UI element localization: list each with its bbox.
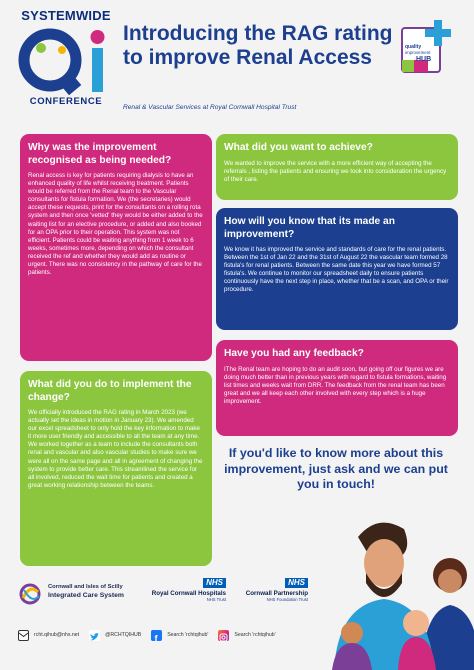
- cornwall-partnership-logo: [236, 578, 308, 608]
- instagram-icon: [218, 630, 229, 641]
- royal-cornwall-hospitals-logo: [142, 578, 226, 608]
- nhs-badge: NHS: [203, 578, 226, 588]
- twitter-icon: [89, 630, 100, 641]
- panel-body: We wanted to improve the service with a more efficient way of accepting the referrals , listing the patients and ensuring we took into consideration the urgency of their care.: [224, 159, 447, 183]
- panel-heading: How will you know that its made an improvement?: [224, 216, 395, 240]
- conference-logo-bottom: CONFERENCE: [29, 96, 103, 107]
- contact-facebook[interactable]: Search 'rchtqihub': [167, 632, 209, 638]
- ics-line-1: Cornwall and Isles of Scilly: [48, 584, 123, 590]
- panel-body: We know it has improved the service and standards of care for the renal patients. Between the 1st of Jan 22 and the 31st of August 22 the vascular team formed 28 fistula's for renal patients. Between the same date this year we have formed 57 fistula's. We continue to monitor our spreadsheet daily to ensure patients continuously have the next step in place, whether that be a scan, and OPA or their procedure.: [224, 246, 449, 294]
- facebook-icon: [151, 630, 162, 641]
- panel-heading: What did you do to implement the change?: [28, 379, 192, 403]
- panel-body: We officially introduced the RAG rating in March 2023 (we actually set the ideas in motion in January 23). We amended our excel spreadsheet to only hold the key information to make it more user friendly and accessible to all the team at any time. We worked together as a team to include the consultants both renal and vascular and also vascular studies to make sure we were all on the same page and all in agreement of changing the system to provide better care. This streamlined the service for all involved, reduced the wait time for patients and created a great working relationship between the teams.: [28, 409, 203, 489]
- cornwall-ics-logo: [18, 582, 138, 608]
- contact-instagram[interactable]: Search 'rchtqihub': [234, 632, 276, 638]
- cp-name: Cornwall Partnership: [245, 590, 308, 597]
- quality-improvement-hub-logo: [398, 14, 460, 76]
- rch-sub: NHS Trust: [206, 597, 226, 602]
- panel-implementation: [20, 371, 212, 566]
- panel-body: Renal access is key for patients requiring dialysis to have an enhanced quality of life whilst receiving treatment. Patients would be referred from the Renal team to the Vascular consultants for fistula formation. We (the secretaries) would accept these requests, print for the consultants on a rolling rota system and then once 'vetted' they would be either added to the waiting list for an elective procedure, or added and also booked for an OPA prior to their operation. This system was not efficient. Patients could be waiting anything from 1 week to 6 weeks, sometimes more, depending on which the consultant received the ref and whether they would add as routine or urgent. There was no consistency in the pathway of care for the patients.: [28, 172, 203, 277]
- contact-footer: [18, 628, 281, 642]
- panel-improvement-evidence: [216, 208, 458, 330]
- panel-heading: What did you want to achieve?: [224, 142, 373, 153]
- cp-sub: NHS Foundation Trust: [266, 597, 308, 602]
- ics-line-2: Integrated Care System: [48, 592, 124, 599]
- ics-swirl-icon: [18, 582, 44, 606]
- email-icon: [18, 630, 29, 641]
- qi-logo-icon: [18, 26, 114, 96]
- call-to-action: If you'd like to know more about this improvement, just ask and we can put you in touch!: [224, 446, 448, 491]
- contact-twitter[interactable]: @RCHTQIHUB: [105, 632, 142, 638]
- panel-heading: Why was the improvement recognised as being needed?: [28, 142, 172, 166]
- contact-email[interactable]: rcht.qihub@nhs.net: [34, 632, 80, 638]
- panel-achieve: [216, 134, 458, 200]
- page-subtitle: Renal & Vascular Services at Royal Cornwall Hospital Trust: [123, 104, 297, 111]
- rch-name: Royal Cornwall Hospitals: [151, 590, 226, 597]
- hub-line-1: quality: [405, 44, 422, 50]
- panel-body: IThe Renal team are hoping to do an audit soon, but going off our figures we are doing much better than in previous years with regard to fistula formations, waiting list times and weeks wait from DRR. The feedback from the renal team has been great and we all keep each other involved with every step which is a huge improvement.: [224, 365, 447, 405]
- people-illustration: [300, 505, 474, 670]
- svg-text:f: f: [154, 633, 158, 643]
- page-title: Introducing the RAG rating to improve Renal Access: [123, 22, 393, 69]
- hub-line-2: improvement: [405, 50, 431, 55]
- panel-why-needed: [20, 134, 212, 361]
- panel-feedback: [216, 340, 458, 436]
- hub-line-3: HUB: [416, 56, 432, 63]
- panel-heading: Have you had any feedback?: [224, 348, 364, 359]
- conference-logo-top: SYSTEMWIDE: [21, 8, 111, 23]
- nhs-badge: NHS: [285, 578, 308, 588]
